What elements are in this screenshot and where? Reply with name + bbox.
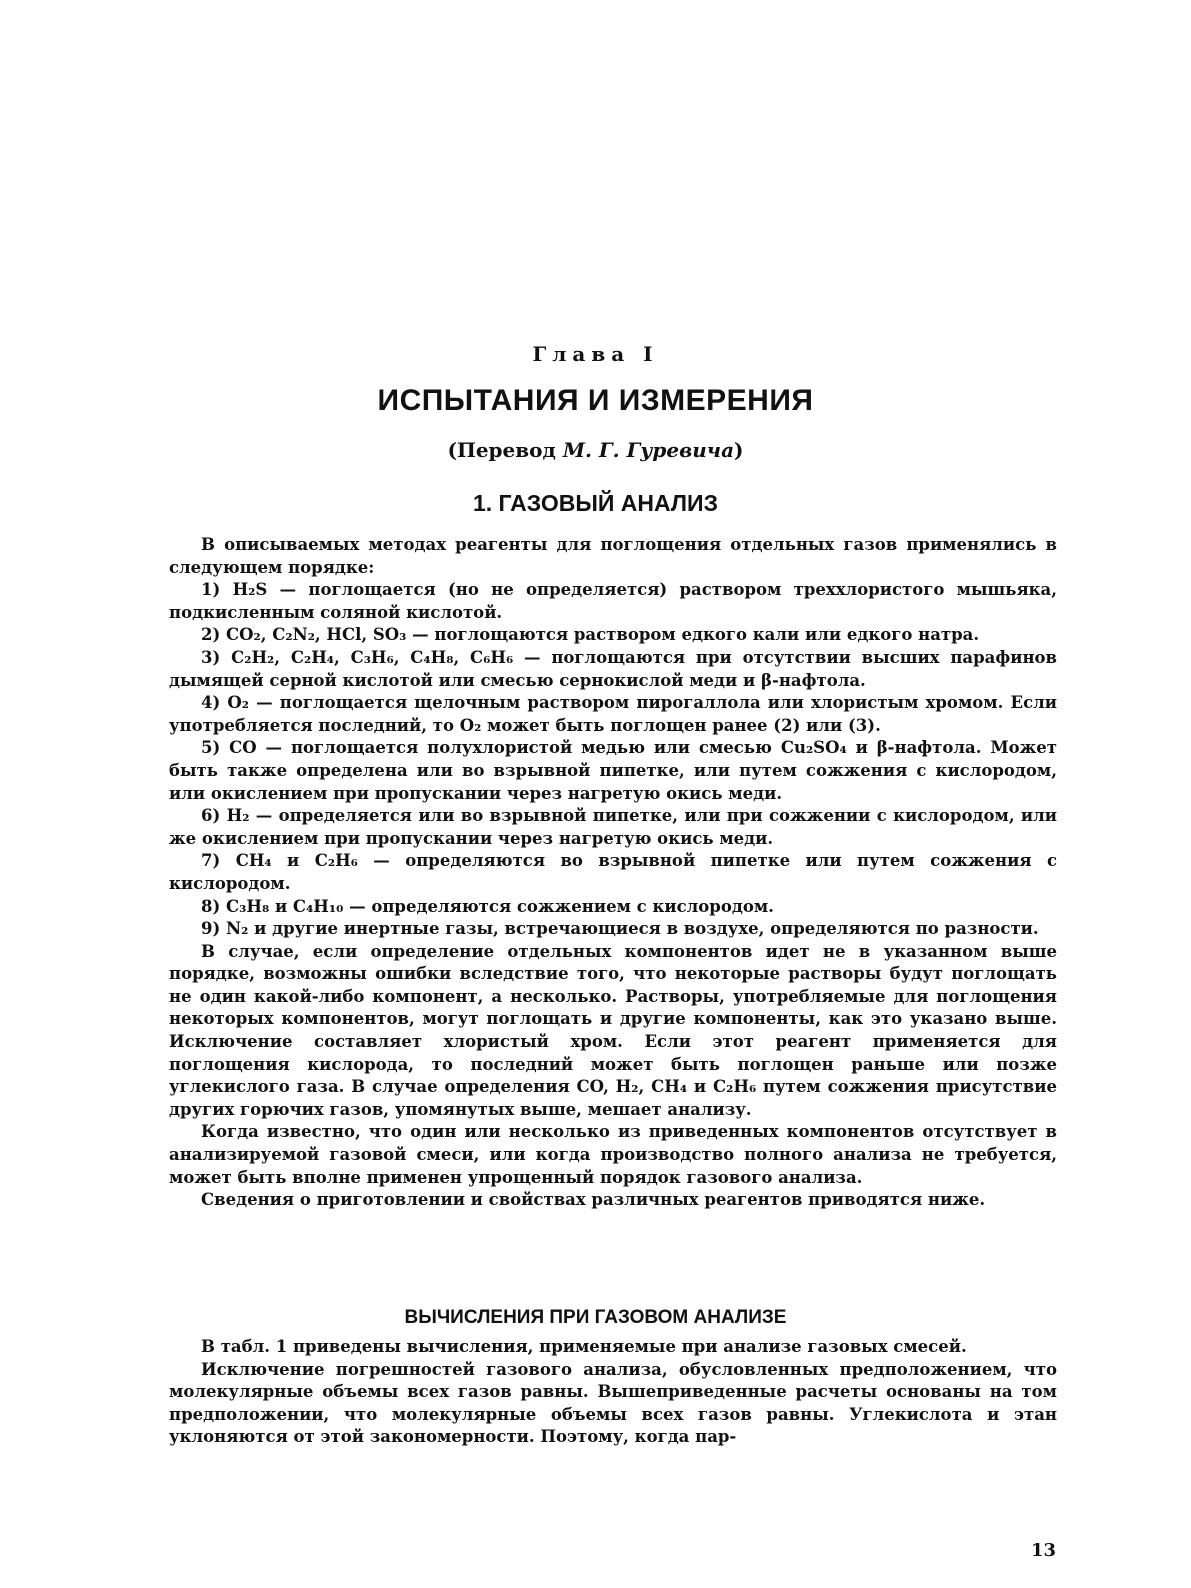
paragraph-table-ref: В табл. 1 приведены вычисления, применяемые при анализе газовых смесей. [201, 1337, 967, 1356]
section-title: 1. ГАЗОВЫЙ АНАЛИЗ [472, 490, 718, 516]
list-item-6: 6) H₂ — определяется или во взрывной пипетке, или при сожжении с кислородом, или же окислением при пропускании через нагретую окись меди. [169, 806, 1057, 848]
paragraph-errors: В случае, если определение отдельных компонентов идет не в указанном выше порядке, возможны ошибки вследствие того, что некоторые растворы будут поглощать не один какой-либо компонент, а несколько. Растворы, употребляемые для поглощения некоторых компонентов, могут поглощать и другие компоненты, как это указано выше. Исключение составляет хлористый хром. Если этот реагент применяется для поглощения кислорода, то последний может быть поглощен раньше или позже углекислого газа. В случае определения CO, H₂, CH₄ и C₂H₆ путем сожжения присутствие других горючих газов, упомянутых выше, мешает анализу. [169, 941, 1057, 1119]
chapter-label: Глава I [532, 342, 659, 366]
translator-prefix: (Перевод [447, 438, 556, 462]
translator-suffix: ) [734, 438, 744, 462]
subsection-body [169, 1336, 1057, 1449]
paragraph-reagents: Сведения о приготовлении и свойствах различных реагентов приводятся ниже. [201, 1190, 986, 1210]
list-item-1: 1) H₂S — поглощается (но не определяется) раствором треххлористого мышьяка, подкисленным соляной кислотой. [169, 580, 1057, 622]
list-item-3: 3) C₂H₂, C₂H₄, C₃H₆, C₄H₈, C₆H₆ — поглощаются при отсутствии высших парафинов дымящей серной кислотой или смесью сернокислой меди и β-нафтола. [169, 647, 1057, 690]
list-item-5: 5) CO — поглощается полухлористой медью или смесью Cu₂SO₄ и β-нафтола. Может быть также определена или во взрывной пипетке, или путем сожжения с кислородом, или окислением при пропускании через нагретую окись меди. [169, 738, 1057, 803]
paragraph-intro: В описываемых методах реагенты для поглощения отдельных газов применялись в следующем порядке: [169, 535, 1057, 577]
list-item-2: 2) CO₂, C₂N₂, HCl, SO₃ — поглощаются раствором едкого кали или едкого натра. [201, 625, 980, 645]
paragraph-simplified: Когда известно, что один или несколько из приведенных компонентов отсутствует в анализируемой газовой смеси, или когда производство полного анализа не требуется, может быть вполне применен упрощенный порядок газового анализа. [169, 1122, 1057, 1187]
list-item-8: 8) C₃H₈ и C₄H₁₀ — определяются сожжением с кислородом. [201, 896, 774, 916]
chapter-title: ИСПЫТАНИЯ И ИЗМЕРЕНИЯ [377, 384, 814, 417]
translator-name: М. Г. Гуревича [562, 438, 735, 462]
page-number: 13 [1030, 1540, 1056, 1561]
list-item-4: 4) O₂ — поглощается щелочным раствором пирогаллола или хлористым хромом. Если употребляется последний, то O₂ может быть поглощен ранее (2) или (3). [169, 693, 1057, 735]
paragraph-error-exclusion: Исключение погрешностей газового анализа, обусловленных предположением, что молекулярные объемы всех газов равны. Вышеприведенные расчеты основаны на том предположении, что молекулярные объемы всех газов равны. Углекислота и этан уклоняются от этой закономерности. Поэтому, когда пар- [169, 1359, 1057, 1447]
translator-credit [0, 438, 1191, 462]
subsection-title: ВЫЧИСЛЕНИЯ ПРИ ГАЗОВОМ АНАЛИЗЕ [404, 1307, 787, 1328]
list-item-7: 7) CH₄ и C₂H₆ — определяются во взрывной пипетке или путем сожжения с кислородом. [169, 851, 1057, 893]
section-body [169, 534, 1057, 1212]
list-item-9: 9) N₂ и другие инертные газы, встречающиеся в воздухе, определяются по разности. [201, 919, 1039, 939]
